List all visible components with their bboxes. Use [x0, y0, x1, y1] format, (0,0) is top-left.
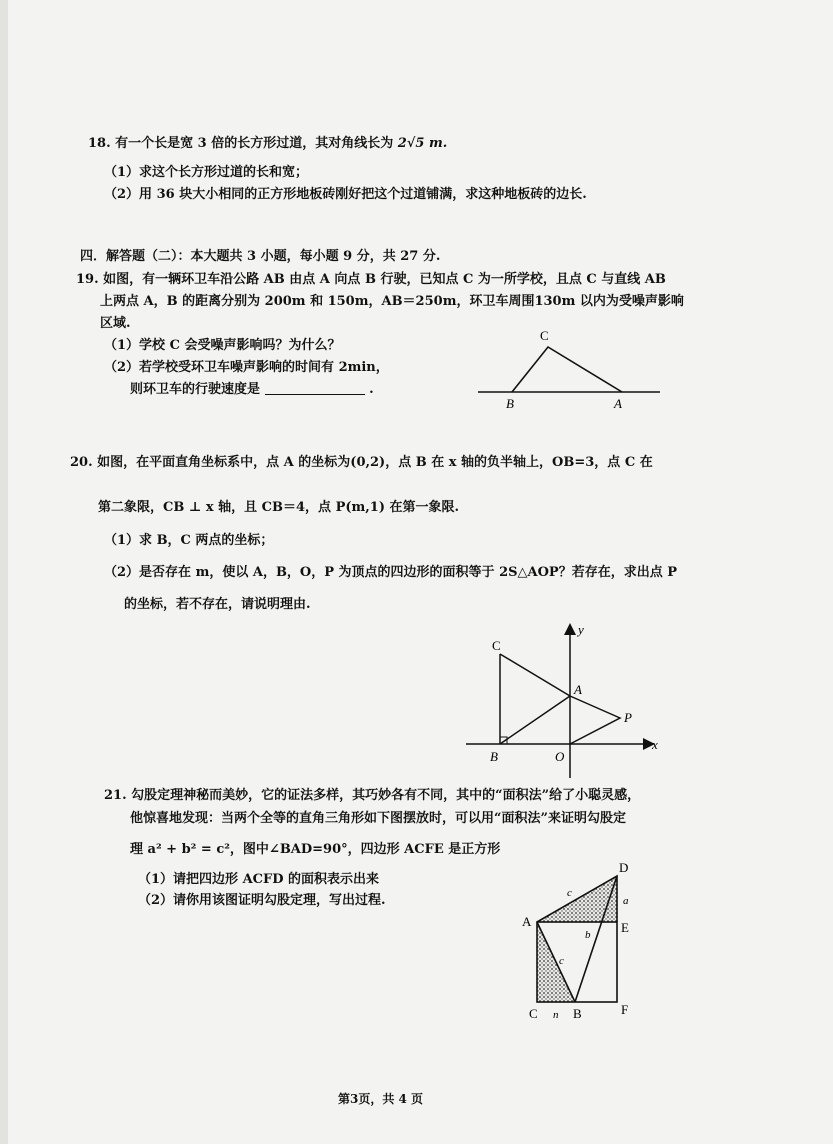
q21-number: 21.	[104, 788, 127, 803]
q20-number: 20.	[70, 455, 93, 470]
q19-triangle-figure	[470, 322, 670, 414]
q19-line2: 上两点 A，B 的距离分别为 200m 和 150m，AB＝250m，环卫车周围130m 以内为受噪声影响	[100, 294, 684, 309]
q19-label-b: B	[506, 396, 514, 411]
q19-part1: （1）学校 C 会受噪声影响吗？为什么？	[104, 338, 341, 353]
q21-label-d: D	[619, 860, 629, 875]
q18-unit: m.	[428, 136, 448, 151]
q19-part2-end: .	[369, 382, 374, 397]
q20-label-x: x	[652, 737, 658, 752]
q21-label-c-top: c	[567, 887, 572, 899]
q21-label-e: E	[621, 920, 629, 935]
q20-part1: （1）求 B，C 两点的坐标；	[104, 533, 274, 548]
q20-line1: 如图，在平面直角坐标系中，点 A 的坐标为(0,2)，点 B 在 x 轴的负半轴上，OB=3，点 C 在	[97, 455, 653, 470]
q21-label-c-mid: c	[559, 955, 564, 967]
q20-label-y: y	[578, 622, 584, 637]
page-edge-shadow	[0, 0, 8, 1144]
q20-segment-ba	[500, 696, 570, 744]
q20-part2-cont: 的坐标，若不存在，请说明理由.	[124, 597, 311, 612]
q21-label-f: F	[621, 1002, 629, 1017]
q21-part1: （1）请把四边形 ACFD 的面积表示出来	[138, 872, 380, 887]
q20-label-p: P	[624, 710, 632, 725]
q19-line3: 区域.	[100, 316, 131, 331]
q20-label-a: A	[574, 682, 582, 697]
q20-label-c: C	[492, 638, 501, 653]
q20-segment-ca	[500, 654, 570, 696]
section-4-heading: 四．解答题（二）：本大题共 3 小题，每小题 9 分，共 27 分.	[80, 249, 441, 264]
q19-answer-blank[interactable]	[265, 382, 365, 395]
q21-line2: 他惊喜地发现：当两个全等的直角三角形如下图摆放时，可以用“面积法”来证明勾股定	[130, 811, 626, 826]
q19-label-a: A	[614, 396, 622, 411]
q21-label-c: C	[529, 1006, 538, 1021]
q21-line1: 勾股定理神秘而美妙，它的证法多样，其巧妙各有不同，其中的“面积法”给了小聪灵感，	[131, 788, 641, 803]
q20-segments-ap-po	[570, 696, 620, 744]
q21-line3: 理 a² + b² = c²，图中∠BAD=90°，四边形 ACFE 是正方形	[130, 842, 501, 857]
q21-label-n: n	[553, 1009, 559, 1021]
q20-part2: （2）是否存在 m，使以 A，B，O，P 为顶点的四边形的面积等于 2S△AOP？若存在，求出点 P	[104, 565, 677, 580]
q20-line2: 第二象限，CB ⊥ x 轴，且 CB＝4，点 P(m,1) 在第一象限.	[98, 500, 460, 515]
q19-part2: （2）若学校受环卫车噪声影响的时间有 2min，	[104, 360, 389, 375]
q20-coordinate-figure	[460, 618, 670, 780]
q21-part2: （2）请你用该图证明勾股定理，写出过程.	[138, 893, 386, 908]
q21-label-b-mid: b	[585, 929, 591, 941]
q19-number: 19.	[76, 272, 99, 287]
q19-line1: 如图，有一辆环卫车沿公路 AB 由点 A 向点 B 行驶，已知点 C 为一所学校，且点 C 与直线 AB	[103, 272, 666, 287]
q20-label-b: B	[490, 749, 498, 764]
q21-label-b: B	[573, 1006, 582, 1021]
q18-number: 18.	[88, 136, 111, 151]
q18-stem: 有一个长是宽 3 倍的长方形过道，其对角线长为	[115, 136, 394, 151]
q21-label-a-side: a	[623, 895, 629, 907]
q18-part2: （2）用 36 块大小相同的正方形地板砖刚好把这个过道铺满，求这种地板砖的边长.	[104, 187, 587, 202]
q19-part2-answer-prompt: 则环卫车的行驶速度是	[130, 382, 261, 397]
q21-label-a: A	[522, 914, 532, 929]
q19-triangle-sides	[512, 347, 622, 392]
page-footer: 第3页，共 4 页	[338, 1092, 424, 1106]
q18-part1: （1）求这个长方形过道的长和宽；	[104, 165, 309, 180]
q21-proof-figure	[515, 852, 665, 1024]
q20-label-o: O	[555, 749, 565, 764]
q18-radical: 2√5	[397, 136, 425, 151]
q19-label-c: C	[540, 328, 549, 343]
